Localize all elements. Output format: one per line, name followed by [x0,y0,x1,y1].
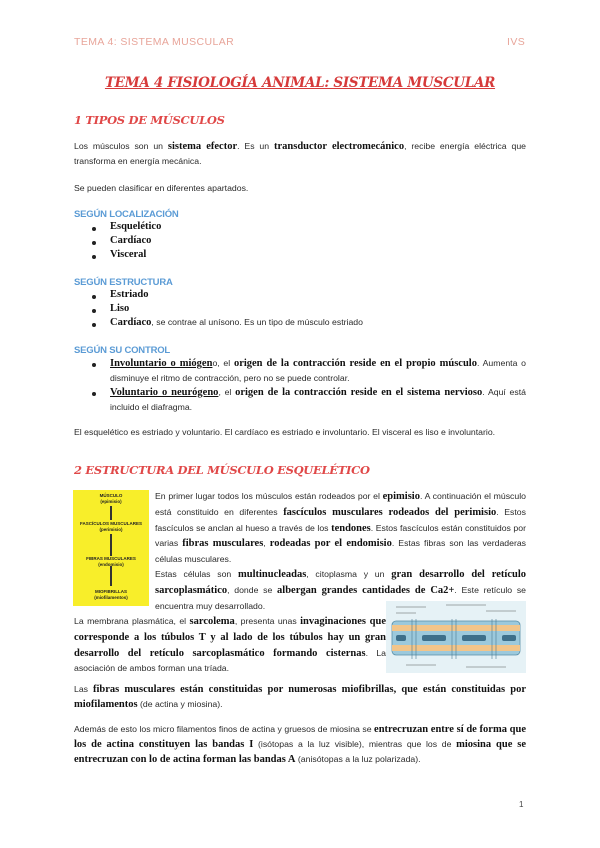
paragraph-sarcolema: La membrana plasmática, el sarcolema, presenta unas invaginaciones que corresponde a los túbulos T y al lado de los túbulos hay un gran desarrollo del retículo sarcoplasmático formando cisternas. La asociación de ambos forman una tríada. [74,616,386,674]
list-item: Estriado [110,289,149,300]
paragraph-bandas: Además de esto los micro filamentos finos de actina y gruesos de miosina se entrecruzan entre sí de forma que los de actina constituyen las bandas I (isótopas a la luz visible), mientras que los de miosina que se entrecruzan con lo de actina forman las bandas A (anisótopas a la luz polarizada). [74,724,527,765]
page-title: TEMA 4 FISIOLOGÍA ANIMAL: SISTEMA MUSCULAR [104,75,496,91]
paragraph-structure: En primer lugar todos los músculos están rodeados por el epimisio. A continuación el músculo está constituido en diferentes fascículos musculares rodeados del perimisio. Estos fascículos se anclan al hueso a través de los tendones. Estos fascículos están constituidos por varias fibras musculares, rodeadas por el endomisio. Estas fibras son las verdaderas células musculares. Estas células son multinucleadas, citoplasma y un gran desarrollo del retículo sarcoplasmático, donde se albergan grandes cantidades de Ca2+. Este retículo se encuentra muy desarrollado. [155,491,527,611]
header-right: IVS [507,36,526,48]
diagram-label: (epimisio) [100,499,122,504]
header-left: TEMA 4: SISTEMA MUSCULAR [74,36,235,48]
subheading-estructura: SEGÚN ESTRUCTURA [74,277,173,288]
paragraph-miofibrillas: Las fibras musculares están constituidas por numerosas miofibrillas, que están constituidas por miofilamentos (de actina y miosina). [74,684,526,710]
diagram-label: FASCÍCULOS MUSCULARES [79,521,142,526]
diagram-label: FIBRAS MUSCULARES [86,556,136,561]
reticulum-drawing [386,601,526,673]
diagram-label: (miofilamentos) [94,595,128,600]
muscle-hierarchy-diagram [73,490,149,606]
list-item: Cardíaco, se contrae al unísono. Es un tipo de músculo estriado [110,317,363,328]
summary-paragraph: El esquelético es estriado y voluntario. El cardíaco es estriado e involuntario. El visceral es liso e involuntario. [74,427,496,437]
classify-paragraph: Se pueden clasificar en diferentes apartados. [74,183,249,193]
page-number: 1 [519,800,524,809]
list-item: Voluntario o neurógeno, el origen de la contracción reside en el sistema nervioso. Aquí está incluido el diafragma. [110,387,526,412]
list-item: Liso [110,303,130,314]
diagram-label: MÚSCULO [99,493,123,498]
diagram-label: (perimisio) [99,527,123,532]
subheading-localizacion: SEGÚN LOCALIZACIÓN [74,209,179,220]
list-item: Involuntario o miógeno, el origen de la contracción reside en el propio músculo. Aumenta o disminuye el ritmo de contracción, pero no se puede controlar. [110,358,526,383]
intro-paragraph: Los músculos son un sistema efector. Es un transductor electromecánico, recibe energía eléctrica que transforma en energía mecánica. [74,141,526,166]
diagram-label: (endomisio) [98,562,124,567]
list-item: Visceral [110,249,147,260]
section-1-heading: 1 TIPOS DE MÚSCULOS [74,113,225,127]
sarcoplasmic-reticulum-diagram [386,601,526,673]
list-item: Esquelético [110,221,162,232]
section-2-heading: 2 ESTRUCTURA DEL MÚSCULO ESQUELÉTICO [74,463,370,477]
diagram-label: MIOFIBRILLAS [95,589,127,594]
subheading-control: SEGÚN SU CONTROL [74,345,171,356]
list-item: Cardíaco [110,235,152,246]
